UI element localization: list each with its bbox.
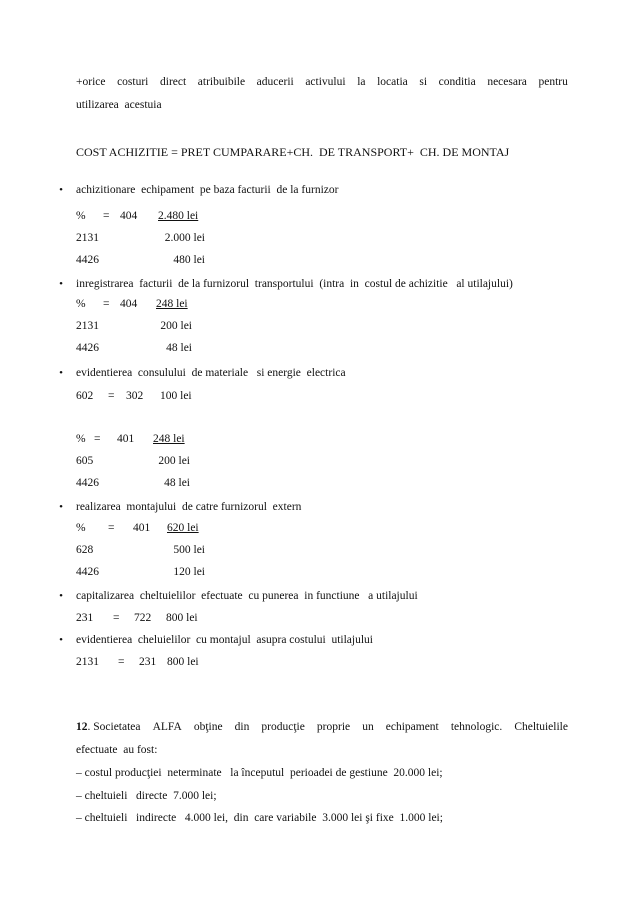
word: conditia <box>438 76 476 88</box>
word: la <box>357 76 366 88</box>
equals-sign: = <box>103 298 110 310</box>
bullet-icon: • <box>59 501 63 513</box>
bullet-icon: • <box>59 590 63 602</box>
problem-item-3: – cheltuieli indirecte 4.000 lei, din care variabile 3.000 lei şi fixe 1.000 lei; <box>76 812 443 824</box>
word: echipament <box>385 721 439 733</box>
account-code: 401 <box>133 522 151 534</box>
equals-sign: = <box>113 612 120 624</box>
account-code: 302 <box>126 390 144 402</box>
account-code: % <box>76 210 86 222</box>
op4-title: realizarea montajului de catre furnizorul extern <box>76 501 302 513</box>
intro-line-1 <box>76 75 568 89</box>
problem-line-1 <box>76 720 568 734</box>
bullet-icon: • <box>59 184 63 196</box>
word: Cheltuielile <box>514 721 568 733</box>
word: din <box>234 721 250 733</box>
amount: 48 lei <box>166 342 192 354</box>
account-code: 404 <box>120 298 138 310</box>
amount: 100 lei <box>160 390 192 402</box>
word: costuri <box>117 76 149 88</box>
amount: 800 lei <box>166 612 198 624</box>
word: si <box>419 76 428 88</box>
account-code: 4426 <box>76 342 99 354</box>
account-code: 605 <box>76 455 94 467</box>
equals-sign: = <box>94 433 101 445</box>
word: ALFA <box>152 721 182 733</box>
amount: 2.000 lei <box>164 232 205 244</box>
word: +orice <box>76 76 106 88</box>
amount: 480 lei <box>173 254 205 266</box>
op2-title: inregistrarea facturii de la furnizorul transportului (intra in costul de achizitie al utilajului) <box>76 278 513 290</box>
equals-sign: = <box>118 656 125 668</box>
account-code: 2131 <box>76 320 99 332</box>
intro-line-2: utilizarea acestuia <box>76 99 162 111</box>
account-code: 2131 <box>76 232 99 244</box>
equals-sign: = <box>108 390 115 402</box>
account-code: 231 <box>76 612 94 624</box>
equals-sign: = <box>103 210 110 222</box>
account-code: 401 <box>117 433 135 445</box>
amount: 120 lei <box>173 566 205 578</box>
op3-title: evidentierea consulului de materiale si energie electrica <box>76 367 346 379</box>
word: atribuibile <box>197 76 246 88</box>
account-code: 2131 <box>76 656 99 668</box>
op6-title: evidentierea cheluielilor cu montajul asupra costului utilajului <box>76 634 373 646</box>
problem-number: 12 <box>76 721 88 733</box>
problem-line-2: efectuate au fost: <box>76 744 158 756</box>
account-code: 4426 <box>76 477 99 489</box>
word: tehnologic. <box>450 721 503 733</box>
account-code: 628 <box>76 544 94 556</box>
word: direct <box>160 76 187 88</box>
problem-first-word: 12. Societatea <box>76 721 141 733</box>
problem-item-1: – costul producţiei neterminate la începutul perioadei de gestiune 20.000 lei; <box>76 767 443 779</box>
account-code: 602 <box>76 390 94 402</box>
account-code: 722 <box>134 612 152 624</box>
word: pentru <box>538 76 568 88</box>
amount: 248 lei <box>156 298 188 310</box>
account-code: 4426 <box>76 566 99 578</box>
word: proprie <box>316 721 351 733</box>
amount: 200 lei <box>158 455 190 467</box>
problem-item-2: – cheltuieli directe 7.000 lei; <box>76 790 217 802</box>
account-code: 231 <box>139 656 157 668</box>
account-code: % <box>76 522 86 534</box>
word: activului <box>305 76 346 88</box>
word: necesara <box>487 76 527 88</box>
bullet-icon: • <box>59 278 63 290</box>
amount: 620 lei <box>167 522 199 534</box>
amount: 248 lei <box>153 433 185 445</box>
op1-title: achizitionare echipament pe baza facturii de la furnizor <box>76 184 339 196</box>
amount: 800 lei <box>167 656 199 668</box>
equals-sign: = <box>108 522 115 534</box>
bullet-icon: • <box>59 634 63 646</box>
account-code: 4426 <box>76 254 99 266</box>
op5-title: capitalizarea cheltuielilor efectuate cu punerea in functiune a utilajului <box>76 590 418 602</box>
bullet-icon: • <box>59 367 63 379</box>
cost-formula: COST ACHIZITIE = PRET CUMPARARE+CH. DE TRANSPORT+ CH. DE MONTAJ <box>76 145 510 159</box>
amount: 200 lei <box>160 320 192 332</box>
amount: 500 lei <box>173 544 205 556</box>
account-code: % <box>76 433 86 445</box>
word: un <box>362 721 374 733</box>
word: locatia <box>377 76 408 88</box>
account-code: 404 <box>120 210 138 222</box>
word: producţie <box>261 721 305 733</box>
word: obţine <box>193 721 223 733</box>
amount: 2.480 lei <box>158 210 199 222</box>
word: aducerii <box>256 76 294 88</box>
account-code: % <box>76 298 86 310</box>
amount: 48 lei <box>164 477 190 489</box>
